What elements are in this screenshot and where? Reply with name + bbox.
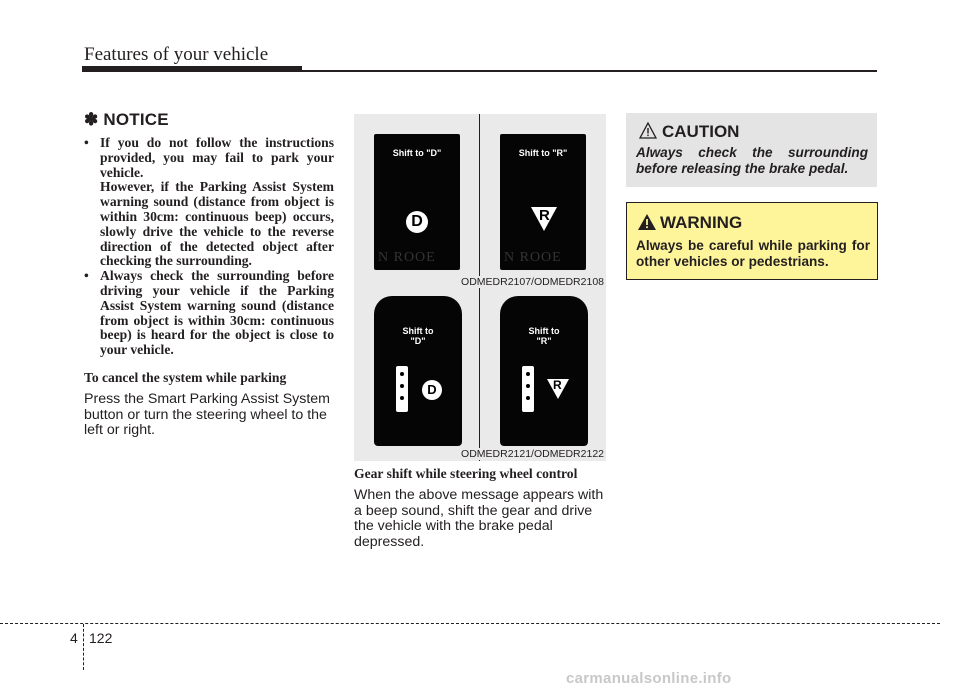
- notice-title: ✽ NOTICE: [84, 110, 169, 129]
- notice-item-text: • If you do not follow the instructions provided, you may fail to park your vehicle.: [100, 135, 334, 180]
- notice-item-text: However, if the Parking Assist System warning sound (distance from object is within 30cm: continuous beep) occurs, slowly drive the vehicle to the reverse direction of the detected object after checking the surrounding.: [100, 179, 334, 269]
- wheel-display-r: [500, 296, 588, 446]
- caution-box: [626, 113, 877, 187]
- notice-item-text: • Always check the surrounding before driving your vehicle if the Parking Assist System warning sound (distance from object is within 30cm: continuous beep) is heard for the object is close to your vehicle.: [100, 268, 334, 358]
- wheel-display-d: [374, 296, 462, 446]
- gear-shift-section: [354, 466, 606, 550]
- screen-message: Shift to "R": [518, 148, 568, 158]
- figure-caption-bottom: ODMEDR2121/ODMEDR2122: [461, 448, 604, 460]
- gear-shift-figure: [354, 114, 606, 461]
- figure-caption-top: ODMEDR2107/ODMEDR2108: [461, 276, 604, 288]
- gear-r-letter: R: [553, 378, 562, 392]
- warning-triangle-icon: [637, 213, 657, 231]
- screen-ghost-text: N ROOE: [378, 250, 436, 265]
- wheel-message-line: "D": [410, 336, 426, 346]
- gear-d-icon: D: [406, 211, 428, 233]
- footer-divider: [83, 624, 84, 670]
- chapter-number: 4: [70, 630, 78, 646]
- wheel-message-line: Shift to: [402, 326, 434, 336]
- shifter-icon: [396, 366, 408, 412]
- notice-item: [84, 269, 334, 358]
- caution-text: Always check the surrounding before releasing the brake pedal.: [636, 145, 868, 176]
- page-number: 122: [89, 630, 113, 646]
- warning-box: [626, 202, 878, 280]
- warning-title: WARNING: [660, 213, 743, 232]
- cluster-screen-d: [374, 134, 460, 270]
- footer-rule: [0, 623, 940, 624]
- notice-list: [84, 136, 334, 358]
- cluster-screen-r: [500, 134, 586, 270]
- notice-column: [84, 110, 334, 439]
- page-header-title: Features of your vehicle: [84, 44, 269, 65]
- wheel-message: [374, 326, 462, 346]
- wheel-message: [500, 326, 588, 346]
- header-rule-thin: [302, 70, 877, 72]
- screen-message: Shift to "D": [392, 148, 442, 158]
- watermark-text: carmanualsonline.info: [566, 670, 732, 687]
- caution-title: CAUTION: [662, 122, 740, 141]
- gear-shift-heading: Gear shift while steering wheel control: [354, 466, 578, 481]
- warning-text: Always be careful while parking for other vehicles or pedestrians.: [636, 238, 870, 269]
- screen-ghost-text: N ROOE: [504, 250, 562, 265]
- header-rule-thick: [82, 66, 302, 72]
- wheel-message-line: "R": [536, 336, 552, 346]
- notice-item: [84, 136, 334, 269]
- cancel-text: Press the Smart Parking Assist System button or turn the steering wheel to the left or right.: [84, 390, 330, 439]
- gear-d-icon: D: [422, 380, 442, 400]
- shifter-icon: [522, 366, 534, 412]
- gear-shift-text: When the above message appears with a beep sound, shift the gear and drive the vehicle with the brake pedal depressed.: [354, 487, 604, 550]
- caution-triangle-icon: [639, 122, 657, 139]
- cancel-heading: To cancel the system while parking: [84, 369, 287, 385]
- wheel-message-line: Shift to: [528, 326, 560, 336]
- gear-r-letter: R: [539, 207, 550, 224]
